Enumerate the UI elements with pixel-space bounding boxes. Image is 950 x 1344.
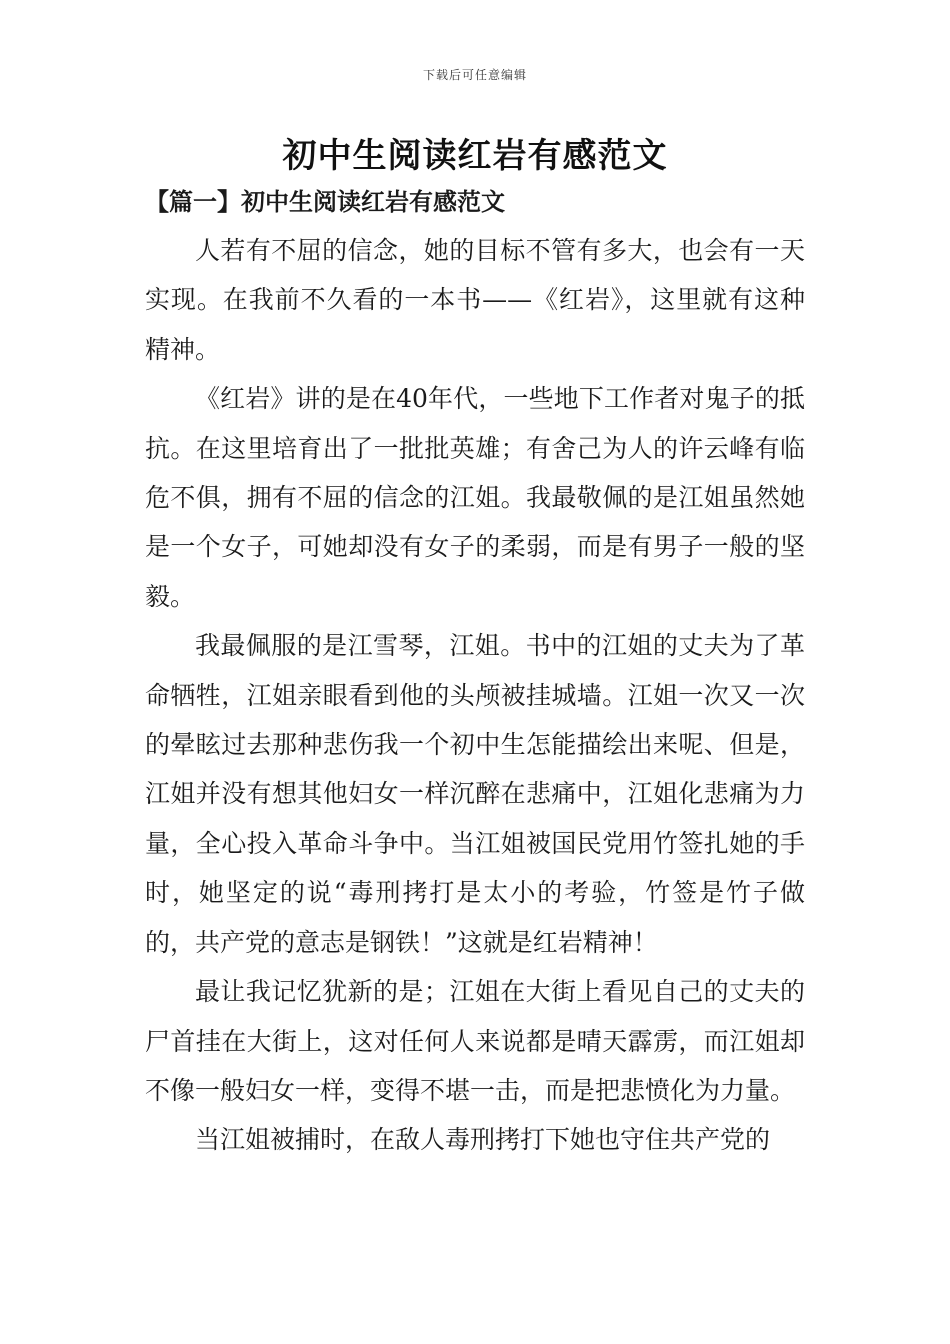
- section-heading: 【篇一】初中生阅读红岩有感范文: [145, 187, 505, 216]
- paragraph-3: 我最佩服的是江雪琴，江姐。书中的江姐的丈夫为了革命牺牲，江姐亲眼看到他的头颅被挂城墙。江姐一次又一次的晕眩过去那种悲伤我一个初中生怎能描绘出来呢、但是，江姐并没有想其他妇女一样沉醉在悲痛中，江姐化悲痛为力量，全心投入革命斗争中。当江姐被国民党用竹签扎她的手时，她坚定的说“毒刑拷打是太小的考验，竹签是竹子做的，共产党的意志是钢铁！”这就是红岩精神！: [145, 631, 805, 957]
- paragraph-4: 最让我记忆犹新的是；江姐在大街上看见自己的丈夫的尸首挂在大街上，这对任何人来说都是晴天霹雳，而江姐却不像一般妇女一样，变得不堪一击，而是把悲愤化为力量。: [145, 977, 805, 1105]
- document-body: [145, 226, 805, 1165]
- document-title: 初中生阅读红岩有感范文: [282, 136, 668, 176]
- header-note: 下载后可任意编辑: [422, 68, 527, 82]
- paragraph-1: 人若有不屈的信念，她的目标不管有多大，也会有一天实现。在我前不久看的一本书——《红岩》，这里就有这种精神。: [145, 236, 805, 364]
- paragraph-5: 当江姐被捕时，在敌人毒刑拷打下她也守住共产党的: [195, 1125, 771, 1155]
- paragraph-2: 《红岩》讲的是在40年代，一些地下工作者对鬼子的抵抗。在这里培育出了一批批英雄；有舍己为人的许云峰有临危不俱，拥有不屈的信念的江姐。我最敬佩的是江姐虽然她是一个女子，可她却没有女子的柔弱，而是有男子一般的坚毅。: [145, 384, 805, 611]
